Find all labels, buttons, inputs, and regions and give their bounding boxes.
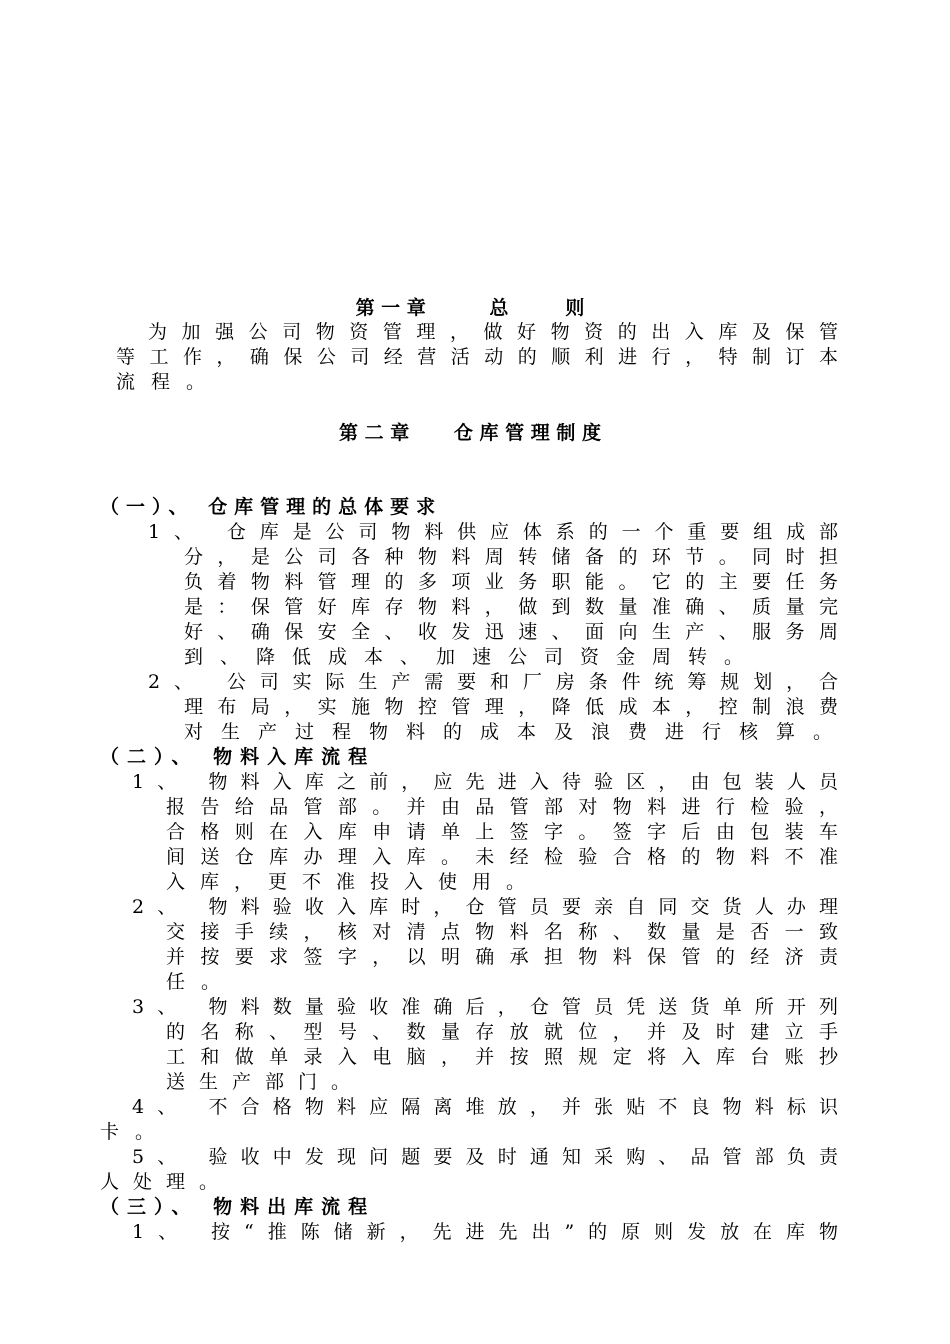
section-3-item-1-line: 1、 按“推陈储新，先进先出”的原则发放在库物 bbox=[132, 1221, 838, 1243]
section-1-item-1-line: 好、确保安全、收发迅速、面向生产、服务周 bbox=[184, 621, 838, 643]
section-2-item-4-line: 4、 不合格物料应隔离堆放，并张贴不良物料标识 bbox=[132, 1096, 838, 1118]
section-1-heading: （一）、 仓库管理的总体要求 bbox=[100, 496, 443, 518]
section-2-item-2-line: 并按要求签字，以明确承担物料保管的经济责 bbox=[166, 946, 838, 968]
section-2-item-1-line: 报告给品管部。并由品管部对物料进行检验， bbox=[166, 796, 838, 818]
section-1-item-1-line: 到、降低成本、加速公司资金周转。 bbox=[184, 646, 761, 668]
section-2-item-2-line: 交接手续，核对清点物料名称、数量是否一致 bbox=[166, 921, 838, 943]
section-2-item-1-line: 入库，更不准投入使用。 bbox=[166, 871, 541, 893]
section-1-item-2-line: 理布局，实施物控管理，降低成本，控制浪费 bbox=[184, 696, 838, 718]
section-2-item-1-line: 1、 物料入库之前，应先进入待验区，由包装人员 bbox=[132, 771, 838, 793]
section-2-item-3-line: 工和做单录入电脑，并按照规定将入库台账抄 bbox=[166, 1046, 838, 1068]
chapter-1-paragraph-line: 为加强公司物资管理，做好物资的出入库及保管 bbox=[148, 321, 838, 343]
section-1-item-1-line: 负着物料管理的多项业务职能。它的主要任务 bbox=[184, 571, 838, 593]
chapter-1-title: 第 一 章 总 则 bbox=[355, 297, 585, 319]
section-2-item-2-line: 2、 物料验收入库时，仓管员要亲自同交货人办理 bbox=[132, 896, 838, 918]
chapter-2-title: 第 二 章 仓 库 管 理 制 度 bbox=[339, 422, 601, 444]
section-2-item-1-line: 合格则在入库申请单上签字。签字后由包装车 bbox=[166, 821, 838, 843]
section-2-item-3-line: 送生产部门。 bbox=[166, 1071, 365, 1093]
chapter-1-paragraph-line: 流程。 bbox=[116, 371, 222, 393]
section-2-item-3-line: 3、 物料数量验收准确后，仓管员凭送货单所开列 bbox=[132, 996, 838, 1018]
section-3-heading: （三）、 物料出库流程 bbox=[100, 1196, 376, 1218]
section-1-item-2-line: 2、 公司实际生产需要和厂房条件统筹规划，合 bbox=[148, 671, 838, 693]
section-2-item-5-line: 人处理。 bbox=[100, 1171, 233, 1193]
section-2-heading: （二）、 物料入库流程 bbox=[100, 746, 376, 768]
section-2-item-1-line: 间送仓库办理入库。未经检验合格的物料不准 bbox=[166, 846, 838, 868]
section-1-item-1-line: 是：保管好库存物料，做到数量准确、质量完 bbox=[184, 596, 838, 618]
section-1-item-2-line: 对生产过程物料的成本及浪费进行核算。 bbox=[184, 721, 851, 743]
section-2-item-5-line: 5、 验收中发现问题要及时通知采购、品管部负责 bbox=[132, 1146, 838, 1168]
section-2-item-4-line: 卡。 bbox=[100, 1121, 171, 1143]
section-1-item-1-line: 分，是公司各种物料周转储备的环节。同时担 bbox=[184, 546, 838, 568]
section-2-item-3-line: 的名称、型号、数量存放就位，并及时建立手 bbox=[166, 1021, 838, 1043]
section-1-item-1-line: 1、 仓库是公司物料供应体系的一个重要组成部 bbox=[148, 521, 838, 543]
chapter-1-paragraph-line: 等工作，确保公司经营活动的顺利进行，特制订本 bbox=[116, 346, 838, 368]
section-2-item-2-line: 任。 bbox=[166, 971, 237, 993]
